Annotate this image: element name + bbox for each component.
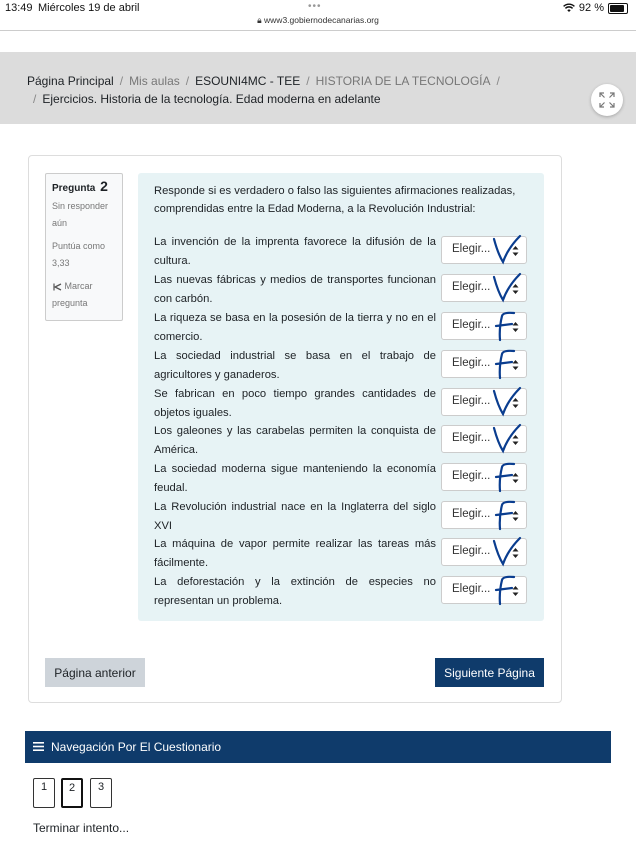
quiz-navigation-title: Navegación Por El Cuestionario <box>51 740 222 754</box>
date: Miércoles 19 de abril <box>38 2 140 14</box>
handwritten-v-mark <box>490 423 524 455</box>
expand-icon <box>599 92 615 108</box>
answer-select-value: Elegir... <box>452 243 491 255</box>
answer-select-value: Elegir... <box>452 470 491 482</box>
breadcrumb-item[interactable]: Página Principal <box>27 74 114 88</box>
question-score: Puntúa como 3,33 <box>52 241 106 268</box>
url-text: www3.gobiernodecanarias.org <box>264 15 379 25</box>
quiz-page-button[interactable]: 3 <box>90 778 112 808</box>
statement-text: La invención de la imprenta favorece la difusión de la cultura. <box>154 236 436 267</box>
quiz-page-button[interactable]: 2 <box>61 778 83 808</box>
statement-text: La Revolución industrial nace en la Inglaterra del siglo XVI <box>154 501 436 532</box>
lock-icon: 🔒︎ <box>257 15 262 25</box>
answer-select-value: Elegir... <box>452 508 491 520</box>
hamburger-icon <box>33 742 44 751</box>
handwritten-f-mark <box>490 348 524 380</box>
statement-text: La máquina de vapor permite realizar las tareas más fácilmente. <box>154 538 436 569</box>
statement-text: La riqueza se basa en la posesión de la tierra y no en el comercio. <box>154 312 436 343</box>
breadcrumb-separator: / <box>496 74 500 88</box>
finish-attempt-link[interactable]: Terminar intento... <box>33 821 130 835</box>
next-page-button[interactable]: Siguiente Página <box>435 658 544 687</box>
breadcrumb-separator: / <box>33 92 37 106</box>
divider <box>0 30 636 31</box>
answer-select-value: Elegir... <box>452 357 491 369</box>
breadcrumb <box>27 72 547 108</box>
answer-select-value: Elegir... <box>452 319 491 331</box>
flag-question-link[interactable]: Marcar pregunta <box>52 281 93 308</box>
handwritten-f-mark <box>490 574 524 606</box>
answer-select-value: Elegir... <box>452 545 491 557</box>
breadcrumb-separator: / <box>306 74 310 88</box>
quiz-page-button[interactable]: 1 <box>33 778 55 808</box>
question-number: Pregunta 2 <box>52 178 108 194</box>
breadcrumb-item[interactable]: Ejercicios. Historia de la tecnología. Edad moderna en adelante <box>42 92 381 106</box>
handwritten-v-mark <box>490 272 524 304</box>
question-intro: Responde si es verdadero o falso las siguientes afirmaciones realizadas, comprendidas entre la Edad Moderna, a la Revolución Industrial: <box>154 185 516 215</box>
url-bar[interactable] <box>0 15 636 26</box>
status-bar <box>0 0 636 30</box>
answer-select-value: Elegir... <box>452 395 491 407</box>
handwritten-f-mark <box>490 499 524 531</box>
handwritten-f-mark <box>490 310 524 342</box>
question-info <box>45 173 123 321</box>
breadcrumb-separator: / <box>119 74 124 88</box>
breadcrumb-separator: / <box>185 74 190 88</box>
breadcrumb-item[interactable]: Mis aulas <box>129 74 180 88</box>
statement-text: Los galeones y las carabelas permiten la conquista de América. <box>154 425 436 456</box>
answer-select-value: Elegir... <box>452 583 491 595</box>
answer-select-value: Elegir... <box>452 281 491 293</box>
more-dots-icon[interactable]: ••• <box>308 1 322 12</box>
statement-text: Se fabrican en poco tiempo grandes cantidades de objetos iguales. <box>154 388 436 419</box>
statement-text: La sociedad industrial se basa en el trabajo de agricultores y ganaderos. <box>154 350 436 381</box>
battery-icon <box>608 3 628 14</box>
answer-select-value: Elegir... <box>452 432 491 444</box>
previous-page-button[interactable]: Página anterior <box>45 658 145 687</box>
breadcrumb-bar <box>0 52 636 124</box>
wifi-icon <box>563 3 575 13</box>
handwritten-v-mark <box>490 386 524 418</box>
clock: 13:49 <box>5 2 33 14</box>
statement-text: La deforestación y la extinción de especies no representan un problema. <box>154 576 436 607</box>
statement-text: La sociedad moderna sigue manteniendo la economía feudal. <box>154 463 436 494</box>
breadcrumb-item[interactable]: ESOUNI4MC - TEE <box>195 74 301 88</box>
handwritten-f-mark <box>490 461 524 493</box>
quiz-navigation-header[interactable] <box>25 731 611 763</box>
question-status: Sin responder aún <box>52 201 109 228</box>
fullscreen-toggle-button[interactable] <box>591 84 623 116</box>
handwritten-v-mark <box>490 234 524 266</box>
flag-icon <box>52 283 62 291</box>
battery-percent: 92 % <box>578 2 604 14</box>
statement-text: Las nuevas fábricas y medios de transportes funcionan con carbón. <box>154 274 436 305</box>
breadcrumb-item[interactable]: HISTORIA DE LA TECNOLOGÍA <box>315 74 491 88</box>
handwritten-v-mark <box>490 536 524 568</box>
